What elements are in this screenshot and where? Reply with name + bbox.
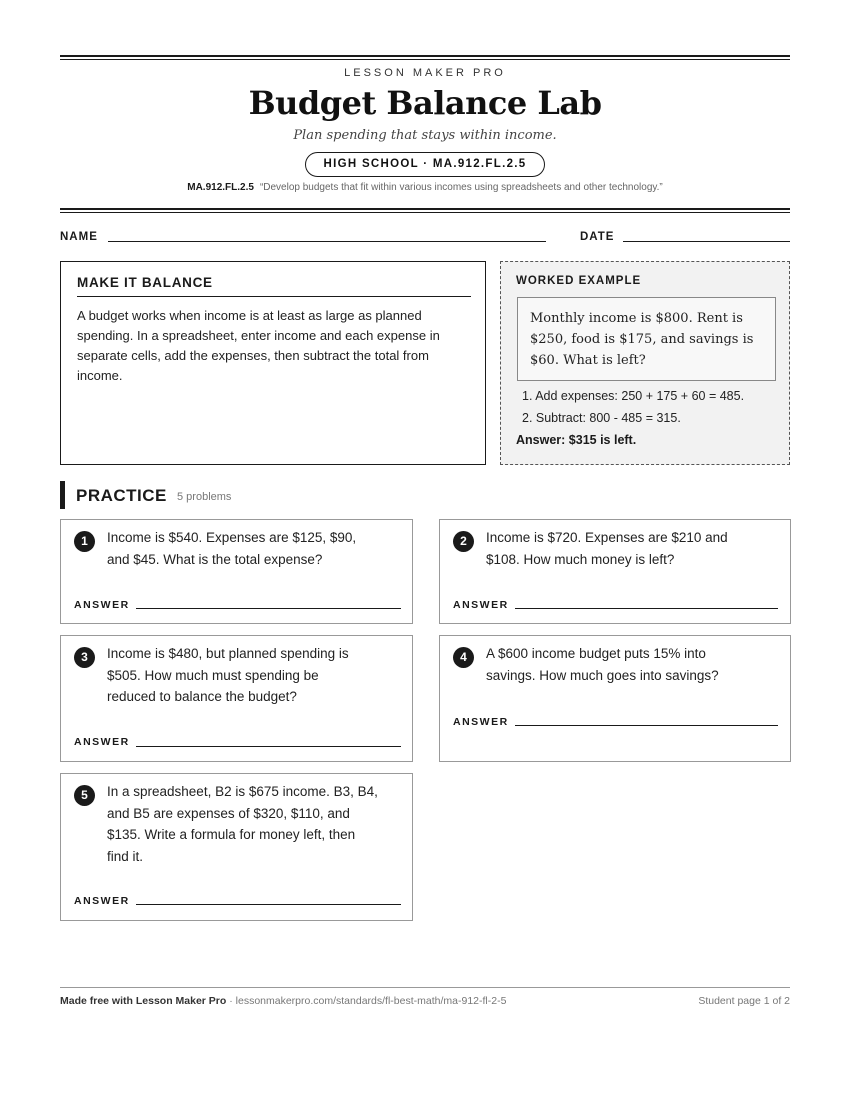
practice-count: 5 problems: [177, 491, 232, 503]
name-field[interactable]: [108, 241, 546, 242]
problem-text: [107, 527, 356, 570]
answer-label: ANSWER: [74, 895, 130, 907]
problem-number-badge: 4: [453, 647, 474, 668]
footer-made-with: Made free with Lesson Maker Pro: [60, 995, 227, 1007]
top-rule-thick: [60, 55, 790, 57]
practice-title: PRACTICE: [76, 486, 167, 505]
problem-line: $505. How much must spending be: [107, 667, 319, 683]
date-field[interactable]: [623, 241, 790, 242]
concept-text: A budget works when income is at least as large as planned spending. In a spreadsheet, enter income and each expense in separate cells, add the expenses, then subtract the total from income.: [77, 308, 440, 383]
worked-example-problem: Monthly income is $800. Rent is $250, food is $175, and savings is $60. What is left?: [517, 297, 776, 381]
page-subtitle: Plan spending that stays within income.: [293, 128, 557, 143]
problem-card-1: [60, 519, 413, 624]
worked-step: 1. Add expenses: 250 + 175 + 60 = 485.: [522, 389, 745, 403]
problem-card-2: [439, 519, 791, 624]
footer-credit: [60, 995, 506, 1007]
problem-line: and $45. What is the total expense?: [107, 551, 323, 567]
brand-name: LESSON MAKER PRO: [344, 67, 506, 79]
problem-card-3: [60, 635, 413, 762]
footer-url[interactable]: · lessonmakerpro.com/standards/fl-best-math/ma-912-fl-2-5: [226, 995, 507, 1007]
problem-number-badge: 5: [74, 785, 95, 806]
problem-number-badge: 2: [453, 531, 474, 552]
concept-heading: MAKE IT BALANCE: [77, 275, 471, 297]
problem-number-badge: 3: [74, 647, 95, 668]
footer-rule: [60, 987, 790, 988]
answer-field[interactable]: [136, 904, 401, 905]
worked-example-box: [500, 261, 790, 465]
answer-field[interactable]: [515, 608, 778, 609]
problem-line: $135. Write a formula for money left, then: [107, 827, 356, 842]
problem-line: reduced to balance the budget?: [107, 689, 297, 704]
date-label: DATE: [580, 231, 615, 243]
problem-text: [107, 781, 378, 867]
worked-example-heading: WORKED EXAMPLE: [516, 275, 642, 287]
problem-text: [486, 643, 719, 686]
answer-label: ANSWER: [74, 599, 130, 611]
problem-line: find it.: [107, 848, 144, 864]
problem-number-badge: 1: [74, 531, 95, 552]
worked-example-answer: Answer: $315 is left.: [516, 433, 637, 447]
answer-field[interactable]: [515, 725, 778, 726]
problem-card-4: [439, 635, 791, 762]
standard-text: “Develop budgets that fit within various incomes using spreadsheets and other technology.”: [259, 182, 663, 193]
level-badge: HIGH SCHOOL · MA.912.FL.2.5: [305, 152, 545, 177]
problem-line: and B5 are expenses of $320, $110, and: [107, 805, 350, 821]
top-rule-thin: [60, 59, 790, 60]
problem-text: [107, 643, 349, 708]
problem-line: savings. How much goes into savings?: [486, 667, 719, 683]
problem-card-5: [60, 773, 413, 921]
standard-line: [0, 182, 850, 193]
worked-example-steps: [522, 385, 744, 429]
problem-line: Income is $540. Expenses are $125, $90,: [107, 530, 357, 545]
name-label: NAME: [60, 231, 98, 243]
concept-box: [60, 261, 486, 465]
problem-line: $108. How much money is left?: [486, 551, 675, 567]
worked-step: 2. Subtract: 800 - 485 = 315.: [522, 411, 681, 425]
problem-line: A $600 income budget puts 15% into: [486, 646, 706, 661]
problem-text: [486, 527, 728, 570]
practice-accent-bar: [60, 481, 65, 509]
problem-line: Income is $480, but planned spending is: [107, 646, 349, 661]
page-title: Budget Balance Lab: [248, 84, 602, 122]
answer-field[interactable]: [136, 746, 401, 747]
problem-line: Income is $720. Expenses are $210 and: [486, 530, 728, 545]
header-rule-thin: [60, 212, 790, 213]
answer-label: ANSWER: [74, 736, 130, 748]
answer-field[interactable]: [136, 608, 401, 609]
standard-code: MA.912.FL.2.5: [187, 182, 254, 193]
footer-page-number: Student page 1 of 2: [698, 995, 790, 1007]
answer-label: ANSWER: [453, 599, 509, 611]
header-rule-thick: [60, 208, 790, 210]
answer-label: ANSWER: [453, 716, 509, 728]
problem-line: In a spreadsheet, B2 is $675 income. B3, B4,: [107, 784, 378, 799]
